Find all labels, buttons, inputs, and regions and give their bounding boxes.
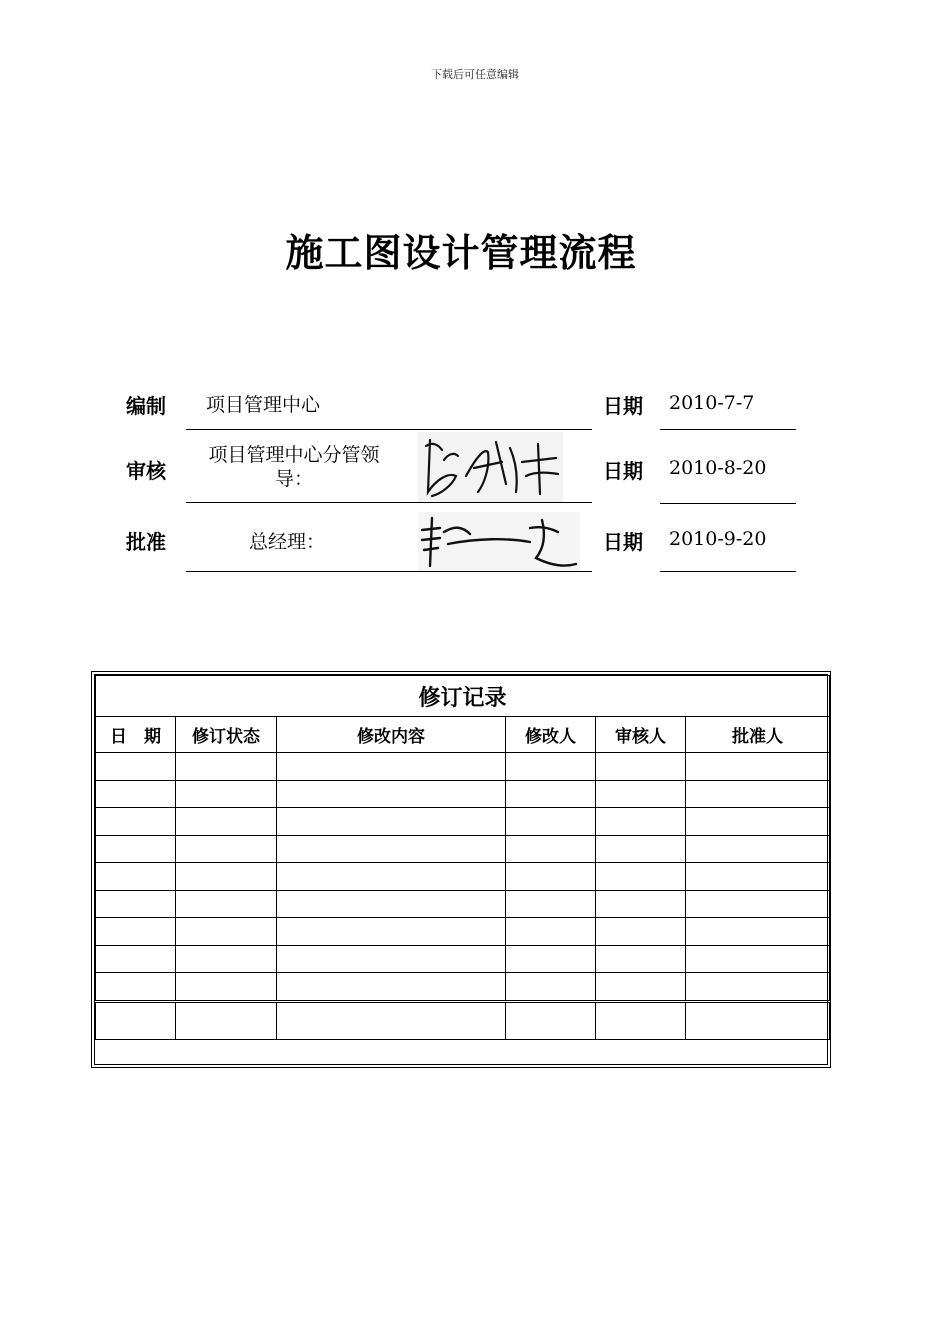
- table-row: [96, 918, 830, 946]
- date-label: 日期: [603, 530, 643, 554]
- date-underline: [660, 503, 796, 504]
- underline: [186, 429, 592, 430]
- sign-off-value: 项目管理中心: [206, 394, 321, 416]
- sign-off-value: 项目管理中心分管领导：: [208, 444, 380, 490]
- table-row: [96, 973, 830, 1002]
- sign-off-label: 审核: [126, 459, 166, 483]
- column-header-change-content: 修改内容: [277, 717, 506, 753]
- revision-record-table: [91, 671, 831, 1068]
- table-row: [96, 863, 830, 891]
- table-row: [96, 753, 830, 781]
- column-header-reviewer: 审核人: [596, 717, 686, 753]
- column-header-date: 日 期: [96, 717, 176, 753]
- date-value: 2010-7-7: [669, 392, 755, 414]
- table-row: [96, 890, 830, 918]
- table-row: [96, 1001, 830, 1039]
- header-note: 下载后可任意编辑: [431, 68, 519, 81]
- date-value: 2010-9-20: [669, 528, 767, 550]
- table-row: [96, 780, 830, 808]
- approver-signature-image: [418, 512, 580, 572]
- column-header-revision-status: 修订状态: [176, 717, 277, 753]
- date-label: 日期: [603, 394, 643, 418]
- revision-table-grid: [95, 675, 830, 1040]
- revision-record-title: 修订记录: [96, 676, 830, 717]
- date-underline: [660, 571, 796, 572]
- column-header-modified-by: 修改人: [506, 717, 596, 753]
- sign-off-label: 编制: [126, 394, 166, 418]
- sign-off-label: 批准: [126, 530, 166, 554]
- date-value: 2010-8-20: [669, 457, 767, 479]
- sign-off-value: 总经理：: [249, 531, 326, 553]
- underline: [186, 502, 592, 503]
- table-row: [96, 835, 830, 863]
- underline: [186, 571, 592, 572]
- table-row: [96, 945, 830, 973]
- date-label: 日期: [603, 459, 643, 483]
- document-title: 施工图设计管理流程: [285, 230, 637, 275]
- table-row: [96, 808, 830, 836]
- column-header-approver: 批准人: [686, 717, 830, 753]
- reviewer-signature-image: [418, 432, 563, 502]
- date-underline: [660, 429, 796, 430]
